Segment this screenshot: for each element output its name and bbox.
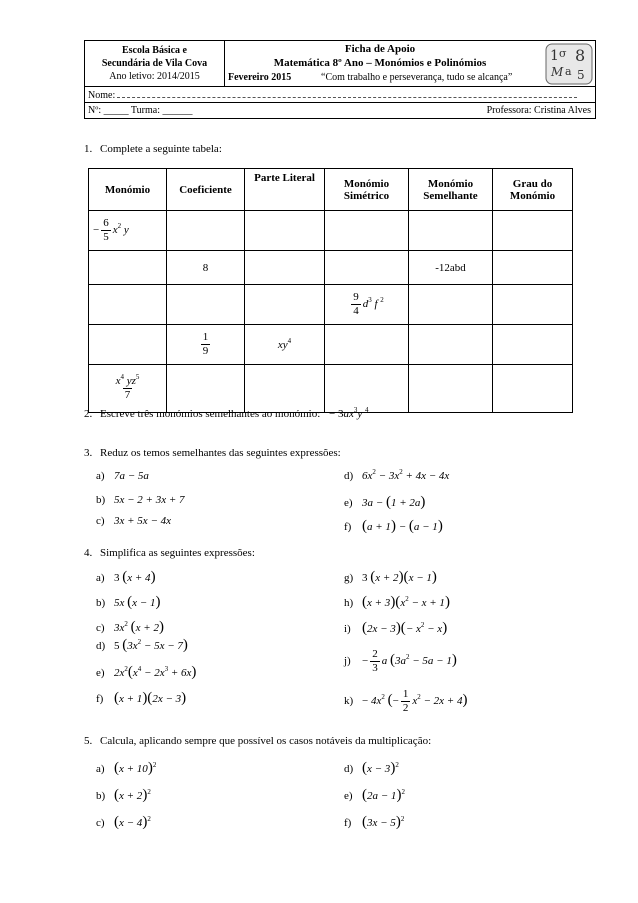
question-text: Reduz os temos semelhantes das seguintes expressões: [100,447,341,459]
exercise-4d: d) 5 $(3x^2 - 5x - 7)$ [96,637,188,653]
worksheet-header [84,40,596,119]
cell-empty[interactable] [493,325,573,365]
name-label: Nome: [88,90,116,101]
svg-text:M: M [551,65,564,79]
cell-empty[interactable] [325,211,409,251]
exercise-5e: e) $(2a - 1)^2$ [344,787,405,803]
question-number: 4. [84,547,93,559]
exercise-4g: g) 3 (x + 2)(x − 1) [344,569,437,585]
exercise-5a: a) $(x + 10)^2$ [96,760,157,776]
similar-monomial-value: -12abd [435,261,466,274]
exercise-4h: h) $(x + 3)(x^2 - x + 1)$ [344,594,450,610]
svg-text:5: 5 [577,68,585,82]
cell-empty[interactable] [245,285,325,325]
question-number: 2. [84,408,93,420]
exercise-4a: a) 3 (x + 4) [96,569,156,585]
header-monomio: Monómio [89,169,167,211]
exercise-4e: e) $2x^2(x^4 - 2x^3 + 6x)$ [96,664,197,680]
cell-empty[interactable] [325,251,409,285]
question-2 [84,408,369,420]
cell-empty[interactable] [493,285,573,325]
table-row [89,285,573,325]
worksheet-date: Fevereiro 2015 [228,72,292,83]
cell-empty[interactable] [409,325,493,365]
question-number: 3. [84,447,93,459]
svg-text:σ: σ [559,47,567,60]
cell-empty[interactable] [89,285,167,325]
exercise-4c: c) $3x^2$ (x + 2) [96,619,164,635]
table-row [89,325,573,365]
student-name-row [85,87,595,103]
cell-empty[interactable] [245,365,325,413]
school-box [85,41,225,87]
cell-literal-part [245,325,325,365]
school-name-line2: Secundária de Vila Cova [101,58,208,69]
question-1 [84,143,222,155]
exercise-3e: e) 3a − (1 + 2a) [344,494,426,510]
cell-similar-monomial [409,251,493,285]
header-monomio-simetrico: Monómio Simétrico [325,169,409,211]
exercise-5d: d) $(x - 3)^2$ [344,760,399,776]
cell-empty[interactable] [167,285,245,325]
question-number: 5. [84,735,93,747]
table-row [89,211,573,251]
exercise-4j: j) − $\frac{2}{3}$ a $(3a^2 - 5a - 1)$ [344,648,457,674]
cell-empty[interactable] [245,211,325,251]
cell-empty[interactable] [167,365,245,413]
exercise-4f: f) (x + 1)(2x − 3) [96,690,187,706]
number-class-label: Nº: _____ Turma: ______ [88,105,193,116]
exercise-5c: c) $(x - 4)^2$ [96,814,151,830]
school-logo-icon [545,43,593,85]
cell-coefficient [167,325,245,365]
cell-empty[interactable] [409,285,493,325]
school-name-line1: Escola Básica e [122,45,187,56]
exercise-3b: b) 5x − 2 + 3x + 7 [96,494,185,506]
symmetric-expression: $\frac{9}{4}$ $d^3$ f $^2$ [353,291,384,317]
cell-empty[interactable] [89,251,167,285]
svg-text:a: a [565,65,572,78]
svg-text:1: 1 [550,48,559,64]
worksheet-title-box [225,41,595,87]
cell-empty[interactable] [409,211,493,251]
cell-empty[interactable] [493,211,573,251]
exercise-3f: f) (a + 1) − (a − 1) [344,518,443,534]
exercise-4k: $k) - 4x^2$ (− $\frac{1}{2}$ $x^2 - 2x + 4$) [344,688,468,714]
cell-monomial [89,365,167,413]
cell-empty[interactable] [409,365,493,413]
school-year: Ano letivo: 2014/2015 [109,71,200,82]
cell-empty[interactable] [493,251,573,285]
cell-symmetric-monomial [325,285,409,325]
header-grau: Grau do Monómio [493,169,573,211]
monomial-expression: − $\frac{6}{5}$ $x^2$ y [93,217,129,243]
header-monomio-semelhante: Monómio Semelhante [409,169,493,211]
table-row [89,365,573,413]
cell-empty[interactable] [167,211,245,251]
student-number-row [85,103,595,119]
exercise-4i: i) $(2x - 3)(- x^2 - x)$ [344,620,448,636]
teacher-name: Professora: Cristina Alves [486,105,591,116]
coefficient-fraction: $\frac{1}{9}$ [202,331,209,357]
question-4 [84,547,255,559]
monomial-expression: $\frac{x^4 yz^5}{7}$ [115,373,140,401]
monomial-table [88,168,573,413]
question-text: Escreve três monómios semelhantes ao monómio: [100,408,321,420]
exercise-3a: a) 7a − 5a [96,470,149,482]
literal-part-expression: $xy^4$ [277,336,292,351]
question-text: Simplifica as seguintes expressões: [100,547,255,559]
header-coeficiente: Coeficiente [167,169,245,211]
cell-empty[interactable] [245,251,325,285]
worksheet-title: Ficha de Apoio [344,43,416,55]
exercise-4b: b) 5x (x − 1) [96,594,161,610]
exercise-3d: d) $6x^2 - 3x^2 + 4x - 4x$ [344,468,450,482]
question-3 [84,447,341,459]
worksheet-subtitle: Matemática 8º Ano – Monómios e Polinómios [273,57,487,69]
worksheet-motto: “Com trabalho e perseverança, tudo se alcança” [321,72,513,83]
exercise-3c: c) 3x + 5x − 4x [96,515,171,527]
cell-monomial [89,211,167,251]
cell-empty[interactable] [325,325,409,365]
question-number: 1. [84,143,93,155]
cell-empty[interactable] [493,365,573,413]
svg-text:8: 8 [575,46,586,65]
header-parte-literal: Parte Literal [245,169,325,211]
exercise-5b: b) $(x + 2)^2$ [96,787,151,803]
question-text: Calcula, aplicando sempre que possível os casos notáveis da multiplicação: [100,735,432,747]
table-row [89,251,573,285]
table-header-row [89,169,573,211]
cell-empty[interactable] [89,325,167,365]
question-5 [84,735,431,747]
name-blank [117,87,577,98]
cell-coefficient: 8 [167,251,245,285]
question-text: Complete a seguinte tabela: [100,143,222,155]
reference-monomial: − $3ax^3y$ $^4$ [329,406,369,420]
exercise-5f: f) $(3x - 5)^2$ [344,814,405,830]
